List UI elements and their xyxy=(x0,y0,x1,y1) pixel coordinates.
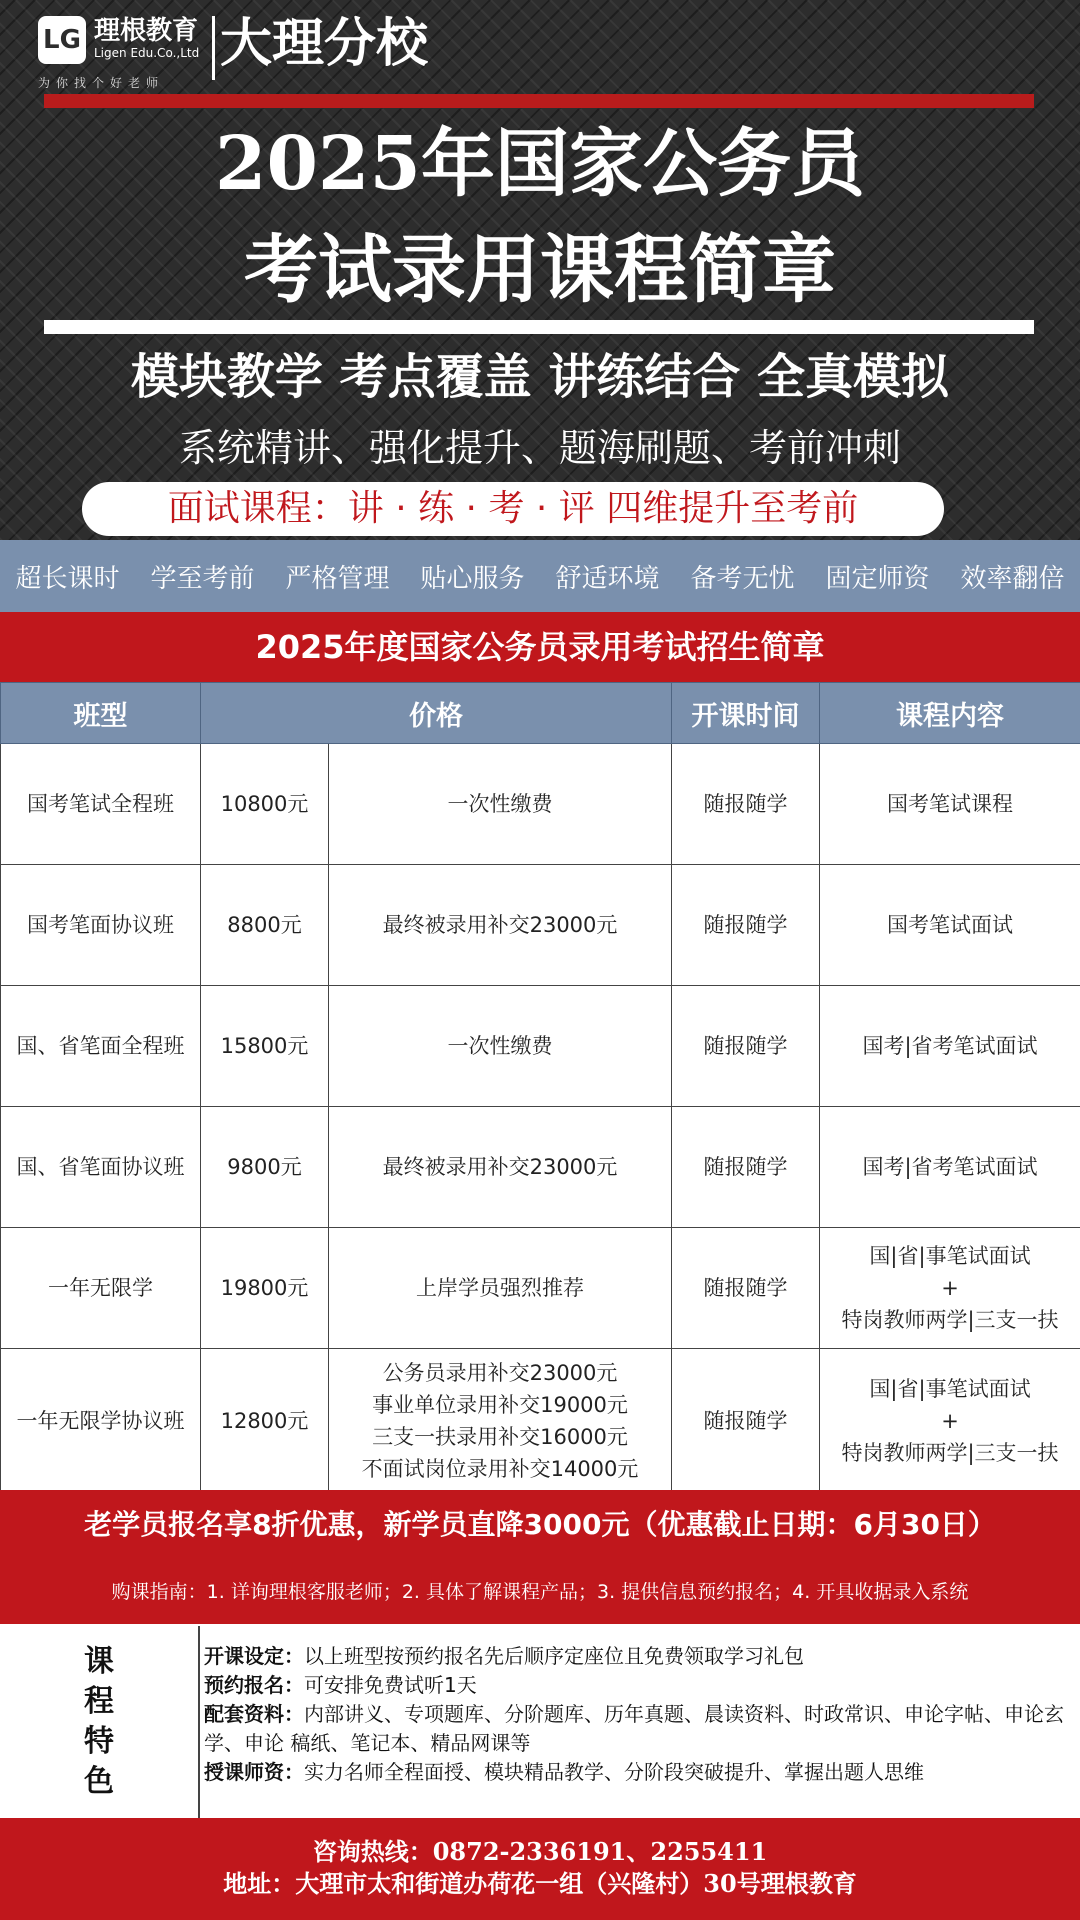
cell-time: 随报随学 xyxy=(672,744,820,865)
promo-banner: 老学员报名享8折优惠，新学员直降3000元（优惠截止日期：6月30日） xyxy=(0,1490,1080,1560)
logo xyxy=(38,16,200,90)
table-row xyxy=(1,744,1080,865)
cell-price: 8800元 xyxy=(201,865,329,986)
tagline: 模块教学 考点覆盖 讲练结合 全真模拟 xyxy=(130,349,950,405)
feature-item: 固定师资 xyxy=(825,563,930,594)
cell-content: 国考|省考笔试面试 xyxy=(820,1107,1080,1228)
contact-footer xyxy=(0,1818,1080,1920)
course-features-body xyxy=(204,1642,1074,1787)
table-row xyxy=(1,986,1080,1107)
cell-time: 随报随学 xyxy=(672,986,820,1107)
cell-price: 10800元 xyxy=(201,744,329,865)
cell-time: 随报随学 xyxy=(672,1228,820,1349)
table-row xyxy=(1,865,1080,986)
course-item: 开课设定：以上班型按预约报名先后顺序定座位且免费领取学习礼包 xyxy=(204,1644,804,1668)
cell-note: 公务员录用补交23000元 事业单位录用补交19000元 三支一扶录用补交16000元 不面试岗位录用补交14000元 xyxy=(329,1349,672,1494)
subline: 系统精讲、强化提升、题海刷题、考前冲刺 xyxy=(178,426,901,470)
address: 地址：大理市太和街道办荷花一组（兴隆村）30号理根教育 xyxy=(223,1869,857,1898)
course-item: 配套资料：内部讲义、专项题库、分阶题库、历年真题、晨读资料、时政常识、申论字帖、申论玄学、申论 稿纸、笔记本、精品网课等 xyxy=(204,1702,1064,1755)
table-row xyxy=(1,1349,1080,1494)
feature-item: 学至考前 xyxy=(150,563,255,594)
header-type: 班型 xyxy=(1,683,201,744)
course-features-heading: 课 程 特 色 xyxy=(0,1626,200,1818)
logo-mark-icon: LG xyxy=(38,16,86,64)
cell-time: 随报随学 xyxy=(672,865,820,986)
white-rule xyxy=(44,320,1034,334)
hotline: 咨询热线：0872-2336191、2255411 xyxy=(312,1837,768,1866)
branch-name: 大理分校 xyxy=(220,14,429,74)
header-price: 价格 xyxy=(201,683,672,744)
cell-price: 9800元 xyxy=(201,1107,329,1228)
interview-pill: 面试课程：讲 · 练 · 考 · 评 四维提升至考前 xyxy=(82,482,944,536)
table-row xyxy=(1,1107,1080,1228)
cell-time: 随报随学 xyxy=(672,1349,820,1494)
cell-note: 一次性缴费 xyxy=(329,744,672,865)
cell-type: 国考笔试全程班 xyxy=(1,744,201,865)
cell-price: 12800元 xyxy=(201,1349,329,1494)
feature-item: 严格管理 xyxy=(285,563,390,594)
cell-content: 国|省|事笔试面试 + 特岗教师两学|三支一扶 xyxy=(820,1228,1080,1349)
cell-type: 一年无限学协议班 xyxy=(1,1349,201,1494)
cell-type: 国考笔面协议班 xyxy=(1,865,201,986)
title-line-2: 考试录用课程简章 xyxy=(244,227,836,313)
table-title: 2025年度国家公务员录用考试招生简章 xyxy=(0,612,1080,682)
pricing-table xyxy=(0,682,1080,1494)
red-rule xyxy=(44,94,1034,108)
course-item: 预约报名：可安排免费试听1天 xyxy=(204,1673,477,1697)
cell-content: 国考|省考笔试面试 xyxy=(820,986,1080,1107)
feature-item: 备考无忧 xyxy=(690,563,795,594)
cell-note: 最终被录用补交23000元 xyxy=(329,865,672,986)
purchase-guide: 购课指南：1. 详询理根客服老师；2. 具体了解课程产品；3. 提供信息预约报名；4. 开具收据录入系统 xyxy=(0,1560,1080,1624)
cell-content: 国考笔试课程 xyxy=(820,744,1080,865)
cell-type: 国、省笔面协议班 xyxy=(1,1107,201,1228)
cell-time: 随报随学 xyxy=(672,1107,820,1228)
logo-name: 理根教育 xyxy=(94,16,199,46)
hero-header xyxy=(0,0,1080,540)
cell-content: 国考笔试面试 xyxy=(820,865,1080,986)
table-row xyxy=(1,1228,1080,1349)
feature-item: 效率翻倍 xyxy=(960,563,1065,594)
cell-type: 国、省笔面全程班 xyxy=(1,986,201,1107)
title-line-1: 2025年国家公务员 xyxy=(215,121,865,207)
logo-divider xyxy=(212,16,215,80)
cell-type: 一年无限学 xyxy=(1,1228,201,1349)
cell-note: 上岸学员强烈推荐 xyxy=(329,1228,672,1349)
feature-item: 超长课时 xyxy=(15,563,120,594)
feature-item: 舒适环境 xyxy=(555,563,660,594)
logo-en: Ligen Edu.Co.,Ltd xyxy=(94,46,200,60)
cell-note: 一次性缴费 xyxy=(329,986,672,1107)
feature-strip xyxy=(0,540,1080,612)
cell-note: 最终被录用补交23000元 xyxy=(329,1107,672,1228)
course-features xyxy=(0,1626,1080,1818)
logo-slogan: 为你找个好老师 xyxy=(38,76,165,90)
header-content: 课程内容 xyxy=(820,683,1080,744)
cell-price: 15800元 xyxy=(201,986,329,1107)
cell-price: 19800元 xyxy=(201,1228,329,1349)
course-item: 授课师资：实力名师全程面授、模块精品教学、分阶段突破提升、掌握出题人思维 xyxy=(204,1760,924,1784)
feature-item: 贴心服务 xyxy=(420,563,525,594)
cell-content: 国|省|事笔试面试 + 特岗教师两学|三支一扶 xyxy=(820,1349,1080,1494)
header-time: 开课时间 xyxy=(672,683,820,744)
